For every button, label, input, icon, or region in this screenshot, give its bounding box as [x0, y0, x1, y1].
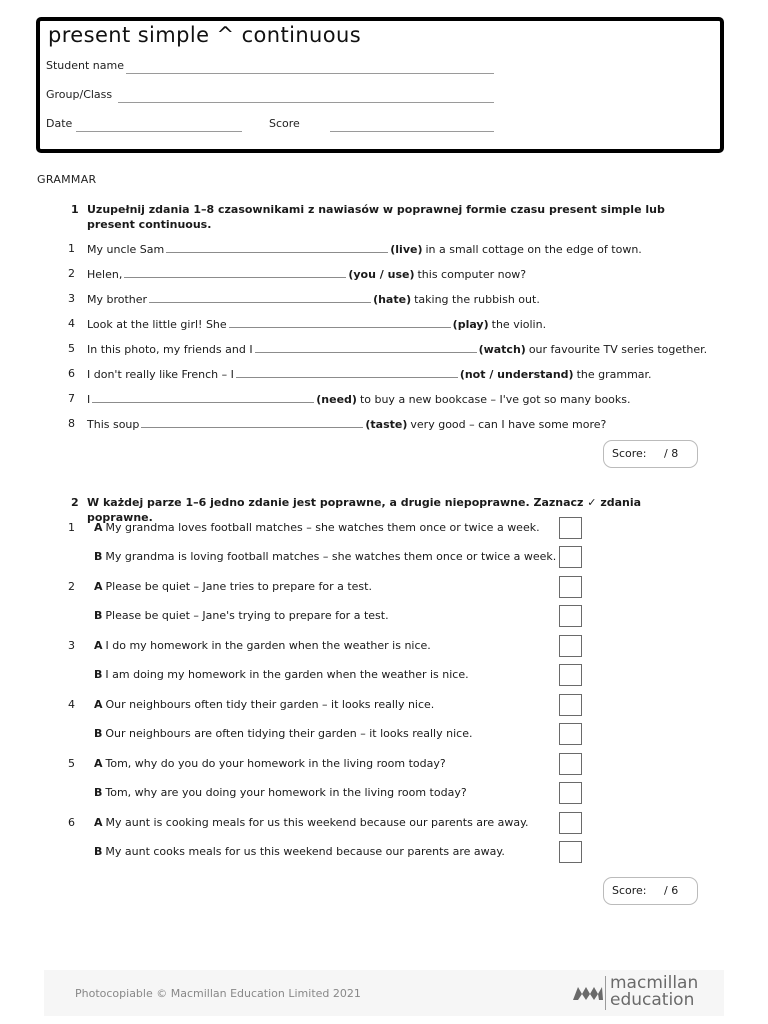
sentence-end: our favourite TV series together.	[528, 343, 708, 356]
tick-checkbox[interactable]	[559, 723, 582, 745]
section-label: GRAMMAR	[37, 173, 97, 186]
sentence-start: I	[87, 393, 91, 406]
sentence-start: Look at the little girl! She	[87, 318, 227, 331]
verb-hint: (live)	[390, 243, 423, 256]
score-label: Score:	[612, 447, 647, 460]
verb-hint: (you / use)	[348, 268, 415, 281]
answer-blank[interactable]	[166, 242, 388, 253]
answer-blank[interactable]	[149, 292, 371, 303]
student-name-line[interactable]	[126, 73, 494, 74]
question-number: 8	[68, 417, 75, 430]
sentence-start: Helen,	[87, 268, 123, 281]
sentence-start: My brother	[87, 293, 148, 306]
score-total: / 8	[664, 447, 679, 460]
pair-number: 4	[68, 698, 75, 711]
exercise-number: 1	[71, 203, 79, 216]
option-letter: B	[94, 845, 103, 858]
option-text: My grandma loves football matches – she watches them once or twice a week.	[105, 521, 540, 534]
verb-hint: (hate)	[373, 293, 412, 306]
question-sentence	[87, 267, 526, 281]
brand-line2: education	[610, 990, 695, 1010]
sentence-end: in a small cottage on the edge of town.	[425, 243, 642, 256]
question-number: 3	[68, 292, 75, 305]
sentence-start: I don't really like French – I	[87, 368, 234, 381]
sentence-start: My uncle Sam	[87, 243, 165, 256]
tick-checkbox[interactable]	[559, 576, 582, 598]
question-sentence	[87, 367, 652, 381]
pair-number: 1	[68, 521, 75, 534]
option-letter: A	[94, 580, 103, 593]
tick-checkbox[interactable]	[559, 605, 582, 627]
tick-checkbox[interactable]	[559, 782, 582, 804]
tick-checkbox[interactable]	[559, 664, 582, 686]
verb-hint: (need)	[316, 393, 357, 406]
option-letter: B	[94, 609, 103, 622]
tick-checkbox[interactable]	[559, 546, 582, 568]
logo-divider	[605, 976, 606, 1010]
option-text: My aunt is cooking meals for us this weekend because our parents are away.	[105, 816, 529, 829]
sentence-start: This soup	[87, 418, 140, 431]
worksheet-header	[36, 17, 724, 153]
tick-checkbox[interactable]	[559, 517, 582, 539]
sentence-end: very good – can I have some more?	[410, 418, 607, 431]
exercise-instruction: Uzupełnij zdania 1–8 czasownikami z nawiasów w poprawnej formie czasu present simple lub present continuous.	[87, 203, 665, 231]
option-text: Our neighbours are often tidying their garden – it looks really nice.	[105, 727, 473, 740]
option-letter: A	[94, 639, 103, 652]
question-sentence	[87, 392, 631, 406]
sentence-end: the violin.	[491, 318, 547, 331]
exercise-instruction: W każdej parze 1–6 jedno zdanie jest poprawne, a drugie niepoprawne. Zaznacz ✓ zdania poprawne.	[87, 496, 642, 524]
option-text: Our neighbours often tidy their garden – it looks really nice.	[105, 698, 435, 711]
question-number: 1	[68, 242, 75, 255]
group-class-line[interactable]	[118, 102, 494, 103]
answer-blank[interactable]	[141, 417, 363, 428]
option-text: Please be quiet – Jane's trying to prepare for a test.	[105, 609, 389, 622]
answer-blank[interactable]	[229, 317, 451, 328]
tick-checkbox[interactable]	[559, 753, 582, 775]
sentence-start: In this photo, my friends and I	[87, 343, 253, 356]
answer-blank[interactable]	[92, 392, 314, 403]
macmillan-mark-icon	[572, 981, 604, 1003]
option-letter: A	[94, 521, 103, 534]
tick-checkbox[interactable]	[559, 694, 582, 716]
question-sentence	[87, 317, 546, 331]
tick-checkbox[interactable]	[559, 841, 582, 863]
option-text: Tom, why do you do your homework in the living room today?	[105, 757, 446, 770]
sentence-option-b	[94, 609, 389, 622]
question-number: 7	[68, 392, 75, 405]
exercise-number: 2	[71, 496, 79, 509]
sentence-option-a	[94, 639, 431, 652]
pair-number: 2	[68, 580, 75, 593]
logo-text	[610, 975, 698, 1009]
option-letter: B	[94, 786, 103, 799]
question-sentence	[87, 342, 707, 356]
sentence-option-b	[94, 668, 469, 681]
exercise1-score-box	[603, 440, 698, 468]
score-label: Score:	[612, 884, 647, 897]
score-total: / 6	[664, 884, 679, 897]
group-class-label: Group/Class	[46, 88, 113, 101]
sentence-option-a	[94, 698, 434, 711]
question-sentence	[87, 292, 540, 306]
question-sentence	[87, 417, 606, 431]
option-letter: A	[94, 698, 103, 711]
option-text: My aunt cooks meals for us this weekend because our parents are away.	[105, 845, 505, 858]
macmillan-logo	[572, 975, 702, 1011]
option-text: Please be quiet – Jane tries to prepare for a test.	[105, 580, 372, 593]
sentence-end: the grammar.	[576, 368, 652, 381]
pair-number: 3	[68, 639, 75, 652]
answer-blank[interactable]	[236, 367, 458, 378]
sentence-option-a	[94, 757, 446, 770]
option-letter: B	[94, 668, 103, 681]
sentence-option-a	[94, 816, 529, 829]
option-text: My grandma is loving football matches – she watches them once or twice a week.	[105, 550, 557, 563]
date-line[interactable]	[76, 131, 242, 132]
answer-blank[interactable]	[255, 342, 477, 353]
sentence-option-a	[94, 521, 540, 534]
tick-checkbox[interactable]	[559, 635, 582, 657]
option-letter: A	[94, 816, 103, 829]
sentence-option-b	[94, 786, 467, 799]
question-number: 2	[68, 267, 75, 280]
question-number: 6	[68, 367, 75, 380]
worksheet-title: present simple ^ continuous	[48, 23, 362, 47]
score-label: Score	[269, 117, 300, 130]
verb-hint: (not / understand)	[459, 368, 574, 381]
option-text: Tom, why are you doing your homework in the living room today?	[105, 786, 467, 799]
sentence-end: to buy a new bookcase – I've got so many books.	[359, 393, 631, 406]
pair-number: 6	[68, 816, 75, 829]
student-name-label: Student name	[46, 59, 124, 72]
question-sentence	[87, 242, 642, 256]
date-label: Date	[46, 117, 73, 130]
sentence-option-b	[94, 550, 556, 563]
option-letter: B	[94, 727, 103, 740]
sentence-option-b	[94, 727, 472, 740]
copyright-text: Photocopiable © Macmillan Education Limited 2021	[75, 987, 361, 1000]
sentence-end: taking the rubbish out.	[414, 293, 540, 306]
verb-hint: (taste)	[365, 418, 408, 431]
option-letter: A	[94, 757, 103, 770]
pair-number: 5	[68, 757, 75, 770]
score-line[interactable]	[330, 131, 494, 132]
option-text: I am doing my homework in the garden when the weather is nice.	[105, 668, 469, 681]
answer-blank[interactable]	[124, 267, 346, 278]
tick-checkbox[interactable]	[559, 812, 582, 834]
option-letter: B	[94, 550, 103, 563]
option-text: I do my homework in the garden when the weather is nice.	[105, 639, 431, 652]
question-number: 5	[68, 342, 75, 355]
verb-hint: (play)	[452, 318, 489, 331]
brand-line1: macmillan	[610, 973, 699, 993]
exercise2-score-box	[603, 877, 698, 905]
question-number: 4	[68, 317, 75, 330]
verb-hint: (watch)	[478, 343, 526, 356]
sentence-option-b	[94, 845, 505, 858]
sentence-end: this computer now?	[417, 268, 527, 281]
sentence-option-a	[94, 580, 372, 593]
